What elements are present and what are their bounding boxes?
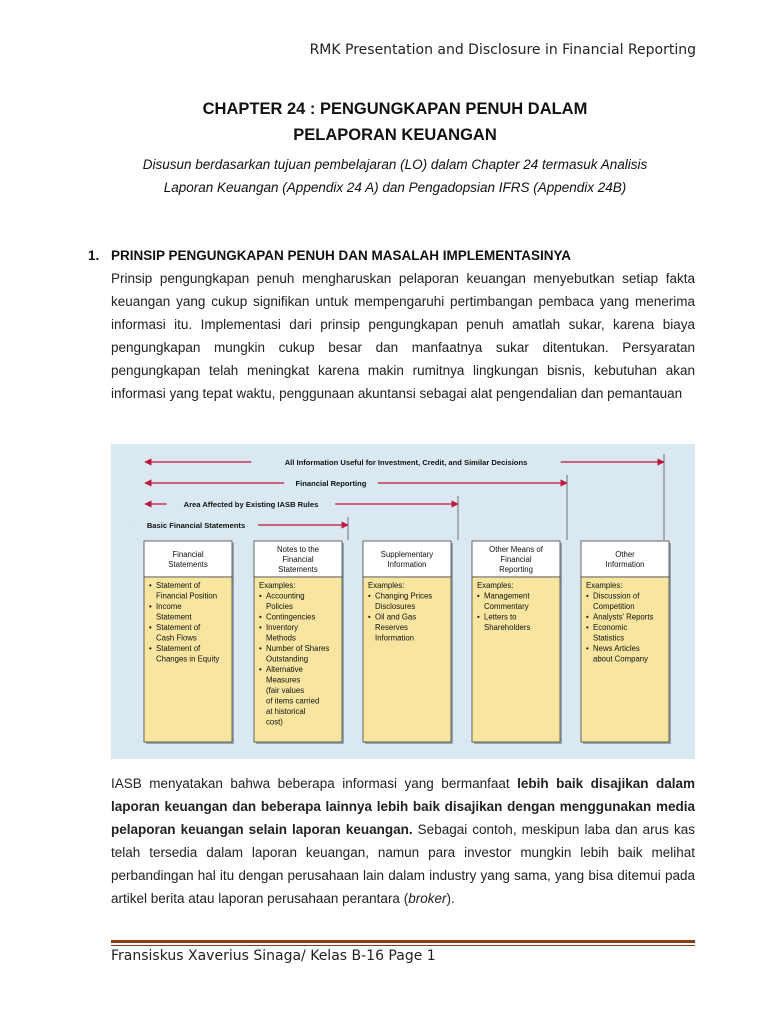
arrow-label: All Information Useful for Investment, Credit, and Similar Decisions xyxy=(284,458,528,467)
box-item-text: Changes in Equity xyxy=(156,654,220,664)
box-item-text: Shareholders xyxy=(484,623,531,632)
chapter-subtitle-line-2: Laporan Keuangan (Appendix 24 A) dan Pengadopsian IFRS (Appendix 24B) xyxy=(163,180,627,195)
box-item-text: of items carried xyxy=(266,696,320,706)
bullet-icon: • xyxy=(586,623,589,632)
box-item-text: Economic xyxy=(593,623,628,632)
box-item-text: cost) xyxy=(266,717,283,727)
box-item-text: Letters to xyxy=(484,612,517,622)
box-item-text: Financial Position xyxy=(156,591,218,601)
box-title: Supplementary xyxy=(380,550,434,559)
box-item-text: about Company xyxy=(593,654,649,664)
disclosure-diagram xyxy=(111,444,695,759)
box-item-text: Inventory xyxy=(266,623,299,632)
chapter-title xyxy=(0,96,768,148)
arrow-label: Basic Financial Statements xyxy=(146,521,246,530)
box-item-text: Cash Flows xyxy=(156,633,197,643)
bullet-icon: • xyxy=(368,612,371,622)
box-item-text: at historical xyxy=(266,707,306,716)
arrow-label: Area Affected by Existing IASB Rules xyxy=(183,500,319,509)
chapter-subtitle-line-1: Disusun berdasarkan tujuan pembelajaran (LO) dalam Chapter 24 termasuk Analisis xyxy=(142,157,648,172)
bullet-icon: • xyxy=(586,644,589,653)
bullet-icon: • xyxy=(149,623,152,632)
section-number: 1. xyxy=(88,248,100,263)
box-title: Statements xyxy=(168,560,208,569)
paragraph-2-text-end: ). xyxy=(446,891,455,906)
box-title: Information xyxy=(387,560,427,569)
bullet-icon: • xyxy=(259,644,262,653)
box-examples-label: Examples: xyxy=(586,581,623,590)
disclosure-figure xyxy=(111,444,695,759)
running-header: RMK Presentation and Disclosure in Financial Reporting xyxy=(309,42,696,58)
footer-text: Fransiskus Xaverius Sinaga/ Kelas B-16 Page 1 xyxy=(111,948,436,964)
box-item-text: Policies xyxy=(266,602,293,611)
bullet-icon: • xyxy=(586,591,589,601)
paragraph-2-bold: lebih baik disajikan dalam laporan keuangan dan beberapa lainnya lebih baik disajikan dengan menggunakan media pelaporan keuangan selain laporan keuangan. xyxy=(111,776,695,837)
footer-rule-thick xyxy=(111,940,695,943)
bullet-icon: • xyxy=(477,612,480,622)
box-item-text: Statement of xyxy=(156,644,201,653)
section-paragraph-1: Prinsip pengungkapan penuh mengharuskan pelaporan keuangan menyebutkan setiap fakta keuangan yang cukup signifikan untuk mempengaruhi pertimbangan pembaca yang menerima informasi itu. Implementasi dari prinsip pengungkapan penuh amatlah sukar, karena biaya pengungkapan mungkin cukup besar dan manfaatnya sukar ditentukan. Persyaratan pengungkapan telah meningkat karena makin rumitnya lingkungan bisnis, kebutuhan akan informasi yang tepat waktu, penggunaan akuntansi sebagai alat pengendalian dan pemantauan xyxy=(111,271,695,401)
box-examples-label: Examples: xyxy=(259,581,296,590)
arrow-label: Financial Reporting xyxy=(295,479,367,488)
bullet-icon: • xyxy=(259,665,262,674)
box-title: Other Means of xyxy=(489,545,543,554)
bullet-icon: • xyxy=(368,591,371,601)
box-examples-label: Examples: xyxy=(477,581,514,590)
chapter-title-line-1: CHAPTER 24 : PENGUNGKAPAN PENUH DALAM xyxy=(202,100,588,118)
box-item-text: Discussion of xyxy=(593,591,640,601)
box-title: Other xyxy=(615,550,635,559)
box-item-text: Statement of xyxy=(156,623,201,632)
bullet-icon: • xyxy=(149,602,152,611)
bullet-icon: • xyxy=(586,612,589,622)
box-item-text: Statement xyxy=(156,612,192,622)
box-header xyxy=(581,541,669,577)
section-paragraph-2 xyxy=(111,772,695,910)
chapter-title-line-2: PELAPORAN KEUANGAN xyxy=(293,126,497,144)
box-item-text: Alternative xyxy=(266,665,303,674)
box-examples-label: Examples: xyxy=(368,581,405,590)
chapter-subtitle xyxy=(0,153,768,199)
bullet-icon: • xyxy=(477,591,480,601)
box-item-text: Outstanding xyxy=(266,654,309,664)
box-item-text: Management xyxy=(484,591,530,601)
box-item-text: News Articles xyxy=(593,644,640,653)
box-item-text: Information xyxy=(375,633,415,643)
paragraph-2-italic: broker xyxy=(408,891,447,906)
box-item-text: Changing Prices xyxy=(375,591,433,601)
box-item-text: Income xyxy=(156,602,182,611)
box-item-text: Methods xyxy=(266,633,296,643)
box-item-text: Statistics xyxy=(593,633,625,643)
box-item-text: Competition xyxy=(593,602,635,611)
box-item-text: Reserves xyxy=(375,623,408,632)
bullet-icon: • xyxy=(259,623,262,632)
section-heading: PRINSIP PENGUNGKAPAN PENUH DAN MASALAH IMPLEMENTASINYA xyxy=(111,248,572,263)
box-item-text: Contingencies xyxy=(266,612,316,622)
box-title: Information xyxy=(605,560,645,569)
box-item-text: Analysts' Reports xyxy=(593,612,654,622)
box-title: Financial xyxy=(282,555,314,564)
box-title: Financial xyxy=(172,550,204,559)
box-title: Reporting xyxy=(499,565,533,574)
box-item-text: Statement of xyxy=(156,581,201,590)
box-item-text: (fair values xyxy=(266,686,305,695)
paragraph-2-text-a: IASB menyatakan bahwa beberapa informasi yang bermanfaat xyxy=(111,776,518,791)
box-header xyxy=(363,541,451,577)
paragraph-2-text-b: Sebagai contoh, meskipun laba dan arus kas telah tersedia dalam laporan keuangan, namun para investor mungkin lebih baik melihat perbandingan hal itu dengan perusahaan lain dalam industry yang sama, yang bisa ditemui pada artikel berita atau laporan perusahaan perantara ( xyxy=(111,822,695,906)
box-item-text: Accounting xyxy=(266,591,305,601)
box-title: Financial xyxy=(500,555,532,564)
bullet-icon: • xyxy=(259,591,262,601)
bullet-icon: • xyxy=(149,644,152,653)
box-item-text: Commentary xyxy=(484,602,529,611)
footer-rule-thin xyxy=(111,945,695,946)
box-item-text: Disclosures xyxy=(375,602,416,611)
bullet-icon: • xyxy=(149,581,152,590)
box-item-text: Measures xyxy=(266,675,301,685)
box-item-text: Number of Shares xyxy=(266,644,330,653)
box-title: Statements xyxy=(278,565,318,574)
box-header xyxy=(144,541,232,577)
box-item-text: Oil and Gas xyxy=(375,612,417,622)
bullet-icon: • xyxy=(259,612,262,622)
box-title: Notes to the xyxy=(276,545,320,554)
